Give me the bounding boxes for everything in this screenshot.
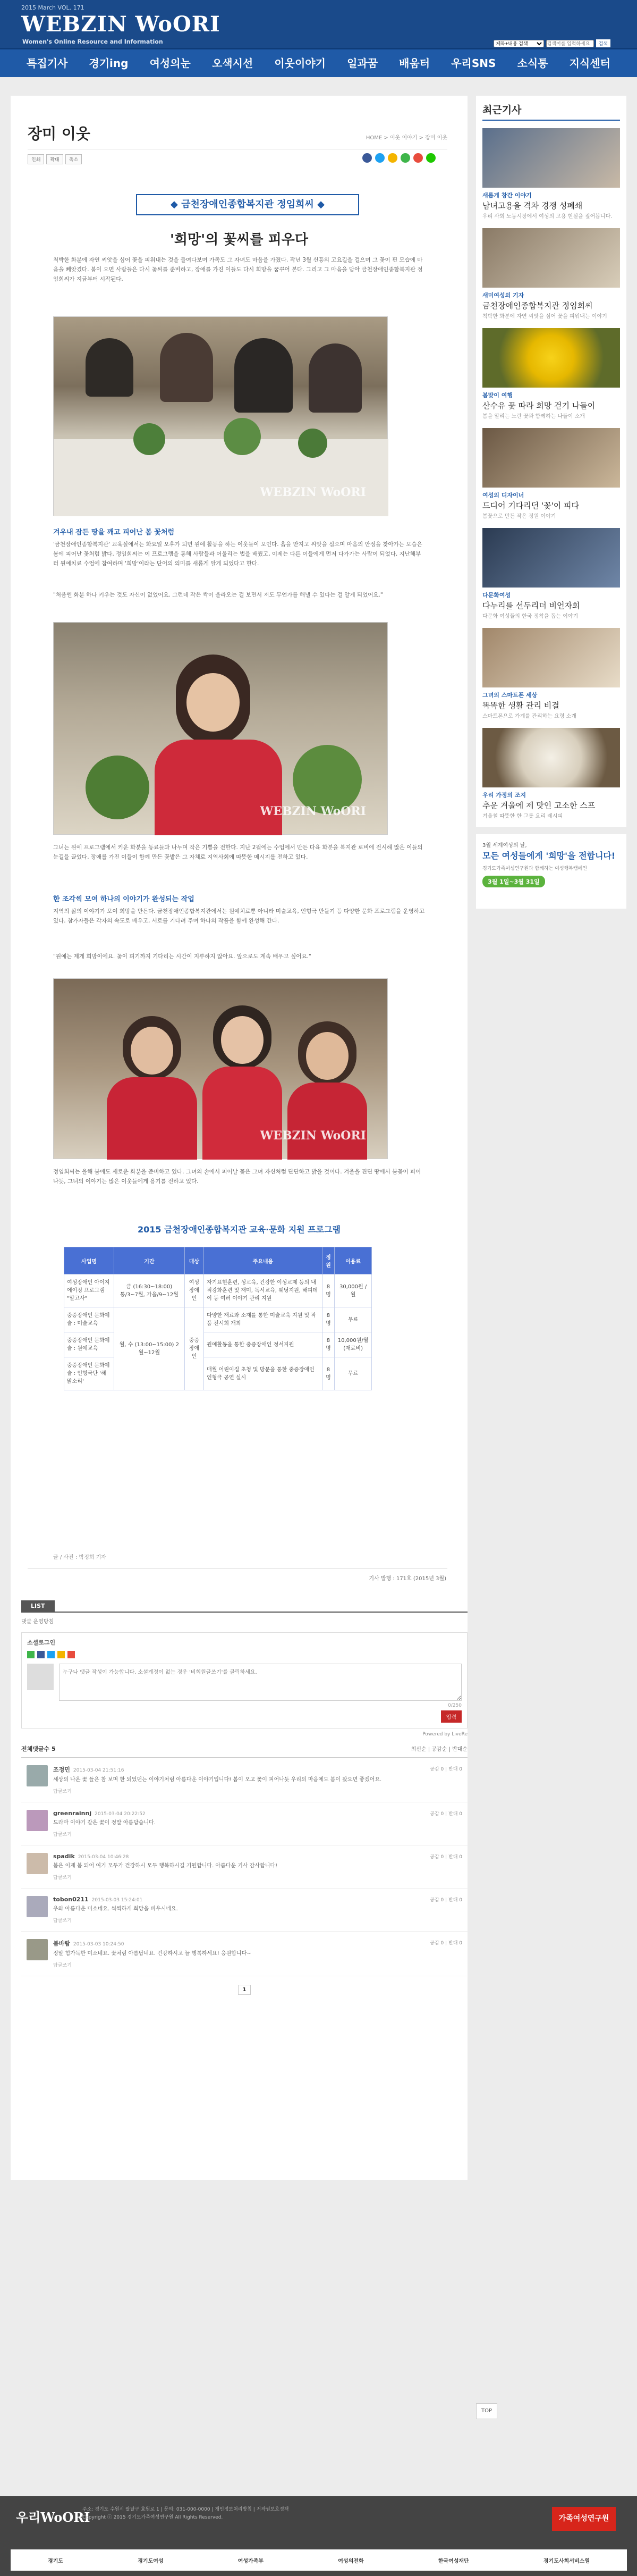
search-bar bbox=[494, 39, 610, 47]
table-row: 중증장애인 문화예술 : 미술교육 월, 수 (13:00~15:00) 2월~12월 중증장애인 다양한 재료와 소재를 통한 미술교육 지원 및 작품 전시회 개최 8명 무료 bbox=[64, 1307, 372, 1332]
program-table bbox=[64, 1247, 372, 1390]
source-note: 글 / 사진 : 박정희 기자 bbox=[53, 1555, 106, 1560]
reply-button[interactable]: 답글쓰기 bbox=[53, 1832, 72, 1837]
sidebar-item[interactable] bbox=[482, 428, 620, 521]
comment-vote[interactable]: 공감 0 | 반대 0 bbox=[430, 1855, 462, 1860]
sidebar-title[interactable]: 금천장애인종합복지관 정임희씨 bbox=[482, 301, 593, 311]
sidebar-thumbnail[interactable] bbox=[482, 628, 620, 687]
photo-figure bbox=[309, 343, 362, 413]
banner-title: 모든 여성들에게 '희망'을 전합니다! bbox=[482, 851, 616, 861]
nav-item[interactable]: 이웃이야기 bbox=[274, 57, 326, 70]
campaign-banner[interactable] bbox=[476, 834, 626, 909]
avatar bbox=[27, 1939, 48, 1960]
nav-item[interactable]: 우리SNS bbox=[451, 57, 496, 70]
search-option-select[interactable] bbox=[494, 40, 544, 47]
facebook-icon[interactable] bbox=[362, 153, 372, 163]
comment-count: 전체댓글수 5 bbox=[21, 1746, 56, 1752]
table-row: 중증장애인 문화예술 : 원예교육 원예활동을 통한 중증장애인 정서지원 8명 10,000원/월 (재료비) bbox=[64, 1332, 372, 1357]
photo-watermark: WEBZIN WoORI bbox=[260, 1129, 366, 1143]
comment-author[interactable]: 조정민 bbox=[53, 1766, 70, 1773]
zoom-in-button[interactable]: 확대 bbox=[46, 154, 63, 164]
photo-figure bbox=[160, 333, 213, 402]
list-tab[interactable]: LIST bbox=[21, 1600, 55, 1612]
footer-org-badge[interactable]: 가족여성연구원 bbox=[552, 2507, 616, 2531]
sidebar-category: 새롭게 창간 이야기 bbox=[482, 192, 532, 199]
google-login-icon[interactable] bbox=[67, 1651, 75, 1658]
footer bbox=[0, 2496, 637, 2576]
comment-item bbox=[21, 1932, 468, 1976]
table-header: 이용료 bbox=[335, 1247, 372, 1274]
avatar bbox=[27, 1896, 48, 1917]
footer-link[interactable]: 경기도 bbox=[48, 2558, 64, 2564]
photo-watermark: WEBZIN WoORI bbox=[260, 804, 366, 818]
article-subtitle: ◆ 금천장애인종합복지관 정임희씨 ◆ bbox=[136, 194, 359, 215]
comment-time: 2015-03-03 15:24:01 bbox=[91, 1898, 143, 1903]
google-icon[interactable] bbox=[413, 153, 423, 163]
sidebar-desc: 우리 사회 노동시장에서 여성의 고용 현실을 짚어봅니다. bbox=[482, 214, 613, 220]
nav-item[interactable]: 지식센터 bbox=[569, 57, 610, 70]
site-logo[interactable]: WEBZIN WoORI bbox=[21, 12, 220, 37]
comment-time: 2015-03-03 10:24:50 bbox=[73, 1942, 124, 1947]
sidebar-desc: 봄꽃으로 만든 작은 정원 이야기 bbox=[482, 514, 556, 519]
social-login-icons bbox=[27, 1651, 462, 1658]
photo-shirt bbox=[107, 1077, 197, 1160]
comment-policy[interactable]: 댓글 운영방침 bbox=[21, 1612, 468, 1629]
article-tools bbox=[28, 154, 82, 164]
sidebar-thumbnail[interactable] bbox=[482, 528, 620, 588]
article-photo-3 bbox=[53, 978, 388, 1159]
sidebar-title[interactable]: 산수유 꽃 따라 희망 걷기 나들이 bbox=[482, 401, 596, 410]
print-button[interactable]: 인쇄 bbox=[28, 154, 44, 164]
sidebar-thumbnail[interactable] bbox=[482, 228, 620, 288]
avatar bbox=[27, 1664, 54, 1690]
sidebar-item[interactable] bbox=[482, 328, 620, 421]
nav-item[interactable]: 오색시선 bbox=[211, 57, 253, 70]
char-count: 0/250 bbox=[448, 1703, 462, 1708]
band-icon[interactable] bbox=[426, 153, 436, 163]
comment-item bbox=[21, 1758, 468, 1802]
comment-write-box bbox=[21, 1632, 468, 1728]
recent-articles bbox=[476, 96, 626, 827]
article-quote: "처음엔 화분 하나 키우는 것도 자신이 없었어요. 그런데 작은 싹이 올라오는 걸 보면서 저도 무언가를 해낼 수 있다는 걸 알게 되었어요." bbox=[53, 592, 383, 598]
footer-link[interactable]: 한국여성재단 bbox=[438, 2558, 469, 2564]
sidebar bbox=[476, 96, 626, 1037]
photo-plant bbox=[293, 745, 362, 814]
table-header: 대상 bbox=[184, 1247, 204, 1274]
table-header: 사업명 bbox=[64, 1247, 114, 1274]
photo-watermark: WEBZIN WoORI bbox=[260, 485, 366, 499]
banner-subtitle: 경기도가족여성연구원과 함께하는 여성행복캠페인 bbox=[482, 866, 587, 871]
issue-volume: 2015 March VOL. 171 bbox=[21, 4, 84, 11]
article-paragraph: 척박한 화분에 자연 씨앗을 심어 꽃을 피워내는 것을 들여다보며 가족도 그 자녀도 마음을 가졌다. 작년 3월 신흥의 고요길을 걸으며 그 꽃이 핀 모습에 마음을 빼앗겼다. 봄이 오면 사람들은 다시 꽃씨를 준비하고, 장애를 가진 이들도 다시 희망을 꿈꾸어 본다. 그리고 그 마음을 담아 금천장애인종합복지관 정임희씨가 지금부터 시작된다. bbox=[53, 257, 423, 282]
nav-item[interactable]: 특집기사 bbox=[27, 57, 68, 70]
reply-button[interactable]: 답글쓰기 bbox=[53, 1963, 72, 1968]
avatar bbox=[27, 1765, 48, 1786]
photo-plant bbox=[298, 429, 327, 458]
article-title: '희망'의 꽃씨를 피우다 bbox=[169, 232, 309, 248]
comment-text: 드라마 이야기 같은 꽃이 정말 아름답습니다. bbox=[53, 1820, 156, 1826]
sidebar-title[interactable]: 똑똑한 생활 관리 비결 bbox=[482, 701, 559, 710]
comment-item bbox=[21, 1889, 468, 1932]
comment-item bbox=[21, 1802, 468, 1845]
page-title: 장미 이웃 bbox=[28, 125, 90, 142]
comment-text: 봄은 이제 봄 되어 여기 모두가 건강하시 모두 행복하시길 기원합니다. 아름다운 기사 감사합니다! bbox=[53, 1863, 278, 1869]
banner-month: 3월 세계여성의 날, bbox=[482, 843, 527, 849]
footer-link[interactable]: 여성의전화 bbox=[338, 2558, 364, 2564]
photo-plant bbox=[133, 423, 165, 455]
sidebar-item[interactable] bbox=[482, 228, 620, 321]
article-paragraph: 지역의 삶의 이야기가 모여 희망을 만든다. 금천장애인종합복지관에서는 원예치료뿐 아니라 미술교육, 인형극 만들기 등 다양한 문화 프로그램을 운영하고 있다. 참가자들은 각자의 속도로 배우고, 서로를 기다려 주며 하나의 작품을 함께 완성해 간다. bbox=[53, 908, 425, 924]
photo-face bbox=[186, 673, 240, 732]
comment-vote[interactable]: 공감 0 | 반대 0 bbox=[430, 1898, 462, 1903]
comment-item bbox=[21, 1845, 468, 1889]
comment-author[interactable]: greenrainnj bbox=[53, 1810, 92, 1817]
footer-links bbox=[11, 2549, 627, 2571]
facebook-login-icon[interactable] bbox=[37, 1651, 45, 1658]
sidebar-thumbnail[interactable] bbox=[482, 428, 620, 488]
sidebar-desc: 스마트폰으로 가계를 관리하는 요령 소개 bbox=[482, 714, 576, 719]
comment-section bbox=[21, 1600, 468, 1995]
reply-button[interactable]: 답글쓰기 bbox=[53, 1875, 72, 1881]
article-container bbox=[11, 96, 468, 2180]
sidebar-category: 우리 가정의 조지 bbox=[482, 792, 526, 799]
table-header: 주요내용 bbox=[204, 1247, 322, 1274]
photo-shirt bbox=[155, 740, 282, 835]
sidebar-thumbnail[interactable] bbox=[482, 328, 620, 388]
sidebar-heading: 최근기사 bbox=[482, 102, 620, 121]
powered-by: Powered by LiveRe bbox=[422, 1732, 468, 1737]
photo-face bbox=[221, 1016, 264, 1064]
sidebar-title[interactable]: 드디어 기다리던 '꽃'이 피다 bbox=[482, 501, 579, 510]
reply-button[interactable]: 답글쓰기 bbox=[53, 1789, 72, 1794]
photo-table bbox=[54, 439, 388, 516]
kakaostory-icon[interactable] bbox=[388, 153, 397, 163]
table-header: 기간 bbox=[114, 1247, 185, 1274]
photo-plant bbox=[224, 418, 261, 455]
twitter-login-icon[interactable] bbox=[47, 1651, 55, 1658]
comment-time: 2015-03-04 10:46:28 bbox=[78, 1855, 129, 1860]
footer-logo[interactable]: 우리WoORI bbox=[16, 2510, 90, 2525]
sidebar-item[interactable] bbox=[482, 628, 620, 720]
sidebar-category: 새미여성의 기자 bbox=[482, 292, 524, 299]
sidebar-category: 봄맞이 여행 bbox=[482, 392, 513, 399]
article-photo-2 bbox=[53, 622, 388, 835]
comment-text: 정말 힘가득한 미소네요. 꽃처럼 아름답네요. 건강하시고 늘 행복하세요! 응원합니다~ bbox=[53, 1951, 251, 1957]
share-buttons bbox=[362, 153, 436, 163]
search-button[interactable]: 검색 bbox=[596, 39, 610, 47]
avatar bbox=[27, 1853, 48, 1874]
avatar bbox=[27, 1810, 48, 1831]
article-quote: "원예는 제게 희망이에요. 꽃이 피기까지 기다리는 시간이 지루하지 않아요. 앞으로도 계속 배우고 싶어요." bbox=[53, 953, 311, 960]
photo-face bbox=[131, 1027, 173, 1075]
naver-login-icon[interactable] bbox=[27, 1651, 35, 1658]
section-heading: 겨우내 잠든 땅을 깨고 피어난 봄 꽃처럼 bbox=[53, 528, 175, 536]
comment-text: 세상의 나온 꽃 들은 참 보며 한 되었던는 이야기처럼 아름다운 이야기입니다! 봄이 오고 꽃이 피어나듯 우리의 마음에도 봄이 왔으면 좋겠어요. bbox=[53, 1777, 382, 1783]
footer-link[interactable]: 여성가족부 bbox=[237, 2558, 264, 2564]
nav-item[interactable]: 경기ing bbox=[89, 57, 129, 70]
comment-author[interactable]: 봄바람 bbox=[53, 1940, 70, 1947]
main-nav bbox=[0, 48, 637, 77]
pagination-page[interactable]: 1 bbox=[238, 1985, 251, 1995]
photo-face bbox=[306, 1032, 349, 1080]
table-header: 정원 bbox=[322, 1247, 335, 1274]
top-button[interactable]: TOP bbox=[476, 2403, 497, 2419]
search-input[interactable] bbox=[546, 40, 594, 47]
photo-figure bbox=[234, 338, 293, 413]
sidebar-category: 다문화여성 bbox=[482, 592, 511, 599]
naver-icon[interactable] bbox=[401, 153, 410, 163]
nav-item[interactable]: 배움터 bbox=[399, 57, 430, 70]
article-photo-1 bbox=[53, 316, 388, 516]
nav-item[interactable]: 일과꿈 bbox=[347, 57, 378, 70]
sidebar-desc: 척박한 화분에 자연 씨앗을 심어 꽃을 피워내는 이야기 bbox=[482, 314, 607, 320]
comment-vote[interactable]: 공감 0 | 반대 0 bbox=[430, 1811, 462, 1817]
article-paragraph: '금천장애인종합복지관' 교육실에서는 화요일 오후가 되면 원예 활동을 하는 이웃들이 모인다. 흙을 만지고 씨앗을 심으며 마음의 안정을 찾아가는 모습은 봄에 피어난 꽃처럼 밝다. 정임희씨는 이 프로그램을 통해 사람들과 어울리는 법을 배웠고, 이제는 다른 이들에게 먼저 다가가는 사람이 되었다. 지난해부터 원예치료 수업에 참여하며 '희망'이라는 단어의 의미를 새롭게 알게 되었다고 한다. bbox=[53, 541, 422, 567]
reply-button[interactable]: 답글쓰기 bbox=[53, 1918, 72, 1924]
comment-time: 2015-03-04 20:22:52 bbox=[95, 1811, 146, 1817]
zoom-out-button[interactable]: 축소 bbox=[65, 154, 82, 164]
photo-shirt bbox=[287, 1083, 367, 1160]
comment-time: 2015-03-04 21:51:16 bbox=[73, 1768, 124, 1773]
sort-options: 최신순 | 공감순 | 반대순 bbox=[411, 1747, 468, 1752]
sidebar-item[interactable] bbox=[482, 528, 620, 620]
footer-link[interactable]: 경기도사회서비스원 bbox=[543, 2558, 590, 2564]
article-paragraph: 정임희씨는 올해 봄에도 새로운 화분을 준비하고 있다. 그녀의 손에서 피어날 꽃은 그녀 자신처럼 단단하고 밝을 것이다. 겨울을 견딘 땅에서 봄꽃이 피어나듯, 그녀의 이야기는 많은 이웃들에게 용기를 전하고 있다. bbox=[53, 1169, 421, 1185]
sidebar-title[interactable]: 다누리를 선두리더 비언자회 bbox=[482, 601, 580, 610]
sidebar-item[interactable] bbox=[482, 728, 620, 820]
comment-vote[interactable]: 공감 0 | 반대 0 bbox=[430, 1767, 462, 1772]
comment-vote[interactable]: 공감 0 | 반대 0 bbox=[430, 1941, 462, 1946]
sidebar-category: 여성의 디자이너 bbox=[482, 492, 524, 499]
nav-item[interactable]: 여성의눈 bbox=[149, 57, 191, 70]
site-tagline: Women's Online Resource and Information bbox=[22, 38, 163, 45]
banner-date: 3월 1일~3월 31일 bbox=[482, 876, 545, 887]
nav-item[interactable]: 소식통 bbox=[517, 57, 548, 70]
sidebar-title[interactable]: 남녀고용을 격차 경쟁 성폐쇄 bbox=[482, 201, 583, 211]
article-meta: 기사 발행 : 171호 (2015년 3월) bbox=[369, 1576, 446, 1582]
article-paragraph: 그녀는 원예 프로그램에서 키운 화분을 동료들과 나누며 작은 기쁨을 전한다. 지난 2월에는 수업에서 만든 다육 화분을 복지관 로비에 전시해 많은 이들의 눈길을 끌었다. 장애를 가진 이들이 함께 만든 꽃밭은 그 자체로 지역사회에 따뜻한 메시지를 전하고 있다. bbox=[53, 844, 423, 860]
sidebar-desc: 겨울철 따뜻한 한 그릇 요리 레시피 bbox=[482, 813, 563, 819]
twitter-icon[interactable] bbox=[375, 153, 385, 163]
comment-text: 우와 아름다운 미소네요. 씩씩하게 희망을 피우시네요. bbox=[53, 1906, 178, 1912]
header bbox=[0, 0, 637, 48]
sidebar-title[interactable]: 추운 겨울에 제 맛인 고소한 스프 bbox=[482, 801, 596, 810]
footer-link[interactable]: 경기도여성 bbox=[138, 2558, 164, 2564]
table-row: 여성장애인 아이지 에이징 프로그램 "알고사" 금 (16:30~18:00) 통/3~7월, 가을/9~12월 여성 장애인 자기표현훈련, 성교육, 건강한 이성교제 등의 내적강화훈련 및 재미, 독서교육, 웨딩지원, 해피데이 등 여러 이야기 관리 지원 8명 30,000원 /월 bbox=[64, 1274, 372, 1307]
comment-author[interactable]: spadik bbox=[53, 1853, 75, 1860]
photo-figure bbox=[86, 338, 133, 397]
program-table-title: 2015 금천장애인종합복지관 교육·문화 지원 프로그램 bbox=[137, 1224, 341, 1235]
sidebar-thumbnail[interactable] bbox=[482, 728, 620, 787]
comment-input[interactable] bbox=[59, 1664, 462, 1701]
sidebar-item[interactable] bbox=[482, 128, 620, 221]
section-heading: 한 조각씩 모여 하나의 이야기가 완성되는 작업 bbox=[53, 895, 194, 903]
sidebar-desc: 봄을 알리는 노란 꽃과 함께하는 나들이 소개 bbox=[482, 414, 585, 419]
photo-plant bbox=[86, 756, 149, 819]
submit-button[interactable]: 입력 bbox=[441, 1710, 462, 1723]
table-row: 중증장애인 문화예술 : 인형극단 '해맑소리' 매월 어린이집 초청 및 방문을 통한 중증장애인 인형극 공연 실시 8명 무료 bbox=[64, 1357, 372, 1390]
photo-shirt bbox=[202, 1067, 282, 1160]
sort-latest[interactable]: 최신순 bbox=[411, 1747, 427, 1752]
breadcrumb: HOME > 이웃 이야기 > 장미 이웃 bbox=[366, 135, 447, 141]
sort-likes[interactable]: 공감순 bbox=[431, 1747, 447, 1752]
kakao-login-icon[interactable] bbox=[57, 1651, 65, 1658]
sidebar-desc: 다문화 여성들의 한국 정착을 돕는 이야기 bbox=[482, 614, 579, 619]
social-login-label: 소셜로그인 bbox=[27, 1639, 56, 1646]
sidebar-thumbnail[interactable] bbox=[482, 128, 620, 188]
sort-dislikes[interactable]: 반대순 bbox=[452, 1747, 468, 1752]
comment-author[interactable]: tobon0211 bbox=[53, 1896, 89, 1903]
footer-text: 주소: 경기도 수원시 팔달구 효원로 1 | 문의: 031-000-0000 | 개인정보처리방침 | 저작권보호정책 Copyright ⓒ 2015 경기도가족여성연구원 All Rights Reserved. bbox=[82, 2507, 289, 2520]
sidebar-category: 그녀의 스마트폰 세상 bbox=[482, 692, 538, 699]
divider bbox=[28, 1568, 447, 1569]
